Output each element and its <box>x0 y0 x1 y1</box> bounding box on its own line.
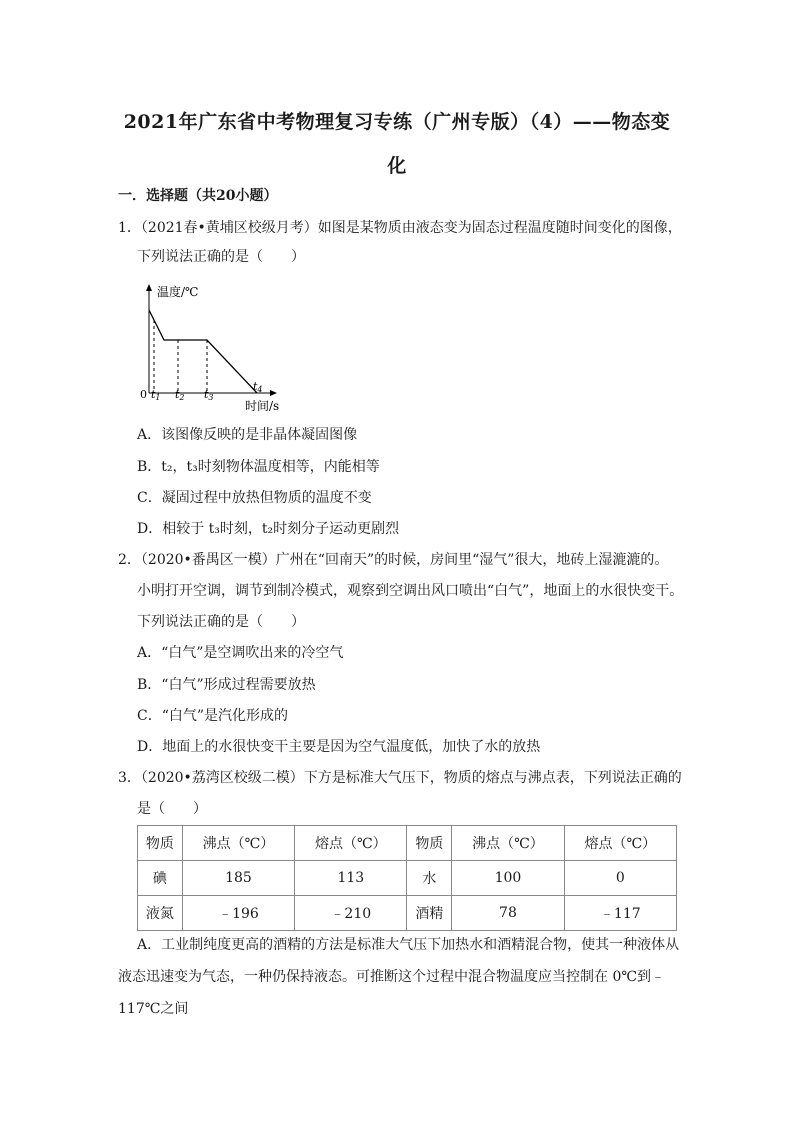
q3-option-a-line-2: 液态迅速变为气态，一种仍保持液态。可推断这个过程中混合物温度应当控制在 0℃到﹣ <box>118 969 666 985</box>
table-cell: 酒精 <box>407 896 452 931</box>
table-cell: 78 <box>452 896 564 931</box>
section-heading: 一．选择题（共20小题） <box>118 188 278 204</box>
table-cell: 100 <box>452 861 564 896</box>
table-header-cell: 物质 <box>407 826 452 861</box>
q3-stem-line-1: 3．（2020•荔湾区校级二模）下方是标准大气压下，物质的熔点与沸点表，下列说法正确的 <box>118 770 682 786</box>
q3-option-a-line-3: 117℃之间 <box>118 1001 189 1017</box>
table-cell: ﹣210 <box>295 896 407 931</box>
table-cell: 碘 <box>138 861 183 896</box>
q1-option-c: C．凝固过程中放热但物质的温度不变 <box>137 490 372 506</box>
table-cell: 液氮 <box>138 896 183 931</box>
title-line-1: 2021年广东省中考物理复习专练（广州专版）（4）——物态变 <box>123 111 671 133</box>
q1-option-a: A．该图像反映的是非晶体凝固图像 <box>137 427 358 443</box>
table-header-cell: 沸点（℃） <box>452 826 564 861</box>
table-cell: 113 <box>295 861 407 896</box>
table-cell: 水 <box>407 861 452 896</box>
table-row <box>138 861 677 896</box>
table-header-row <box>138 826 677 861</box>
graph-x-axis-label: 时间/s <box>245 399 280 413</box>
document-title <box>112 100 682 188</box>
q1-stem-line-2: 下列说法正确的是（ ） <box>137 249 305 265</box>
table-cell: 185 <box>182 861 294 896</box>
graph-tick-t2: t2 <box>175 388 185 402</box>
q2-option-c: C．“白气”是汽化形成的 <box>137 708 289 724</box>
q1-option-d: D．相较于 t₃时刻，t₂时刻分子运动更剧烈 <box>137 521 400 537</box>
q1-stem-line-1: 1．（2021春•黄埔区校级月考）如图是某物质由液态变为固态过程温度随时间变化的图像， <box>118 220 682 236</box>
q2-stem-line-2: 小明打开空调，调节到制冷模式，观察到空调出风口喷出“白气”，地面上的水很快变干。 <box>137 583 684 599</box>
table-header-cell: 熔点（℃） <box>564 826 676 861</box>
table-row <box>138 896 677 931</box>
q2-option-b: B．“白气”形成过程需要放热 <box>137 677 316 693</box>
table-cell: 0 <box>564 861 676 896</box>
title-line-2: 化 <box>387 155 407 177</box>
q3-option-a-line-1: A．工业制纯度更高的酒精的方法是标准大气压下加热水和酒精混合物，使其一种液体从 <box>137 937 680 953</box>
q2-option-d: D．地面上的水很快变干主要是因为空气温度低，加快了水的放热 <box>137 739 541 755</box>
graph-origin-label: 0 <box>140 388 147 401</box>
graph-tick-t3: t3 <box>204 388 214 402</box>
graph-tick-t4: t4 <box>253 380 263 394</box>
q1-temperature-time-graph <box>135 280 295 415</box>
q2-stem-line-1: 2．（2020•番禺区一模）广州在“回南天”的时候，房间里“湿气”很大，地砖上湿漉漉的。 <box>118 552 669 568</box>
table-header-cell: 物质 <box>138 826 183 861</box>
graph-tick-t1: t1 <box>151 388 161 402</box>
table-cell: ﹣117 <box>564 896 676 931</box>
graph-y-axis-label: 温度/℃ <box>157 285 199 299</box>
table-header-cell: 熔点（℃） <box>295 826 407 861</box>
q3-stem-line-2: 是（ ） <box>137 801 207 817</box>
q2-stem-line-3: 下列说法正确的是（ ） <box>137 614 305 630</box>
q1-option-b: B．t₂，t₃时刻物体温度相等，内能相等 <box>137 459 380 475</box>
q2-option-a: A．“白气”是空调吹出来的冷空气 <box>137 645 344 661</box>
melting-boiling-point-table <box>137 825 677 931</box>
table-header-cell: 沸点（℃） <box>182 826 294 861</box>
table-cell: ﹣196 <box>182 896 294 931</box>
